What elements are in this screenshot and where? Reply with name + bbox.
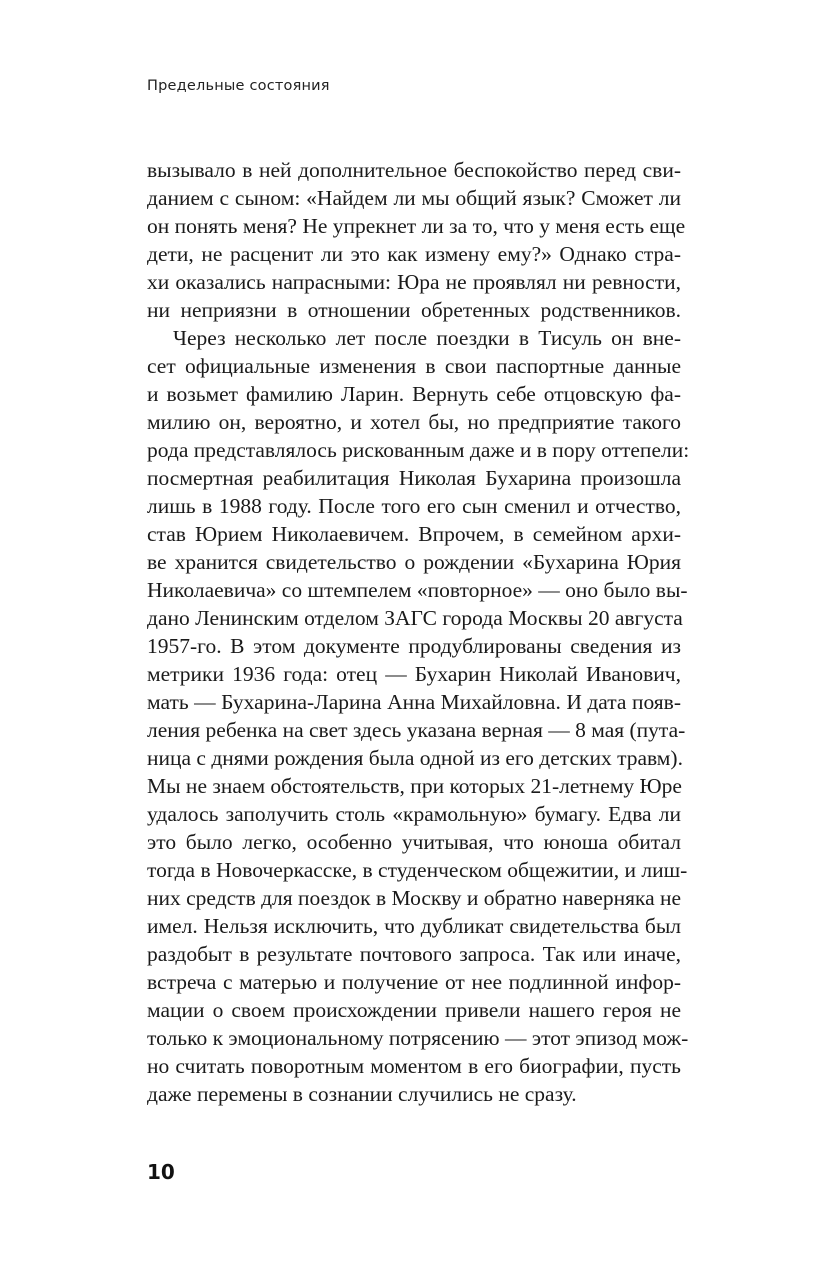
text-line: только к эмоциональному потрясению — этот эпизод мож- (147, 1026, 689, 1050)
text-line: дано Ленинским отделом ЗАГС города Москвы 20 августа (147, 606, 683, 630)
text-line: них средств для поездок в Москву и обратно наверняка не (147, 886, 682, 910)
text-line: Мы не знаем обстоятельств, при которых 21-летнему Юре (147, 774, 682, 798)
text-line: мать — Бухарина-Ларина Анна Михайловна. И дата появ- (147, 690, 681, 714)
text-line: имел. Нельзя исключить, что дубликат свидетельства был (147, 914, 681, 938)
text-line: рода представлялось рискованным даже и в пору оттепели: (147, 438, 690, 462)
text-line: тогда в Новочеркасске, в студенческом общежитии, и лиш- (147, 858, 688, 882)
text-line: сет официальные изменения в свои паспортные данные (147, 354, 681, 378)
text-line: посмертная реабилитация Николая Бухарина произошла (147, 466, 681, 490)
text-line: вызывало в ней дополнительное беспокойство перед сви- (147, 158, 681, 182)
text-line: хи оказались напрасными: Юра не проявлял ни ревности, (147, 270, 681, 294)
text-line: метрики 1936 года: отец — Бухарин Николай Иванович, (147, 662, 681, 686)
text-line: лишь в 1988 году. После того его сын сменил и отчество, (147, 494, 681, 518)
body-text (147, 156, 690, 1108)
text-line: это было легко, особенно учитывая, что юноша обитал (147, 830, 681, 854)
text-line: данием с сыном: «Найдем ли мы общий язык? Сможет ли (147, 186, 681, 210)
text-line: ления ребенка на свет здесь указана верная — 8 мая (пута- (147, 718, 686, 742)
text-line: он понять меня? Не упрекнет ли за то, что у меня есть еще (147, 214, 686, 238)
text-line: мации о своем происхождении привели нашего героя не (147, 998, 681, 1022)
running-head-title: Предельные состояния (147, 78, 330, 94)
text-line: удалось заполучить столь «крамольную» бумагу. Едва ли (147, 802, 681, 826)
text-line: Николаевича» со штемпелем «повторное» — оно было вы- (147, 578, 688, 602)
text-line: 1957-го. В этом документе продублированы сведения из (147, 634, 681, 658)
text-line: ве хранится свидетельство о рождении «Бухарина Юрия (147, 550, 681, 574)
text-line: став Юрием Николаевичем. Впрочем, в семейном архи- (147, 522, 681, 546)
text-line: но считать поворотным моментом в его биографии, пусть (147, 1054, 681, 1078)
text-line: дети, не расценит ли это как измену ему?» Однако стра- (147, 242, 681, 266)
text-line: встреча с матерью и получение от нее подлинной инфор- (147, 970, 681, 994)
text-line: ница с днями рождения была одной из его детских травм). (147, 746, 683, 770)
text-line: и возьмет фамилию Ларин. Вернуть себе отцовскую фа- (147, 382, 681, 406)
text-line: раздобыт в результате почтового запроса. Так или иначе, (147, 942, 681, 966)
text-line: милию он, вероятно, и хотел бы, но предприятие такого (147, 410, 681, 434)
text-line: Через несколько лет после поездки в Тисуль он вне- (173, 326, 681, 350)
text-line: даже перемены в сознании случились не сразу. (147, 1082, 577, 1106)
text-line: ни неприязни в отношении обретенных родственников. (147, 298, 681, 322)
page-number: 10 (147, 1160, 175, 1184)
